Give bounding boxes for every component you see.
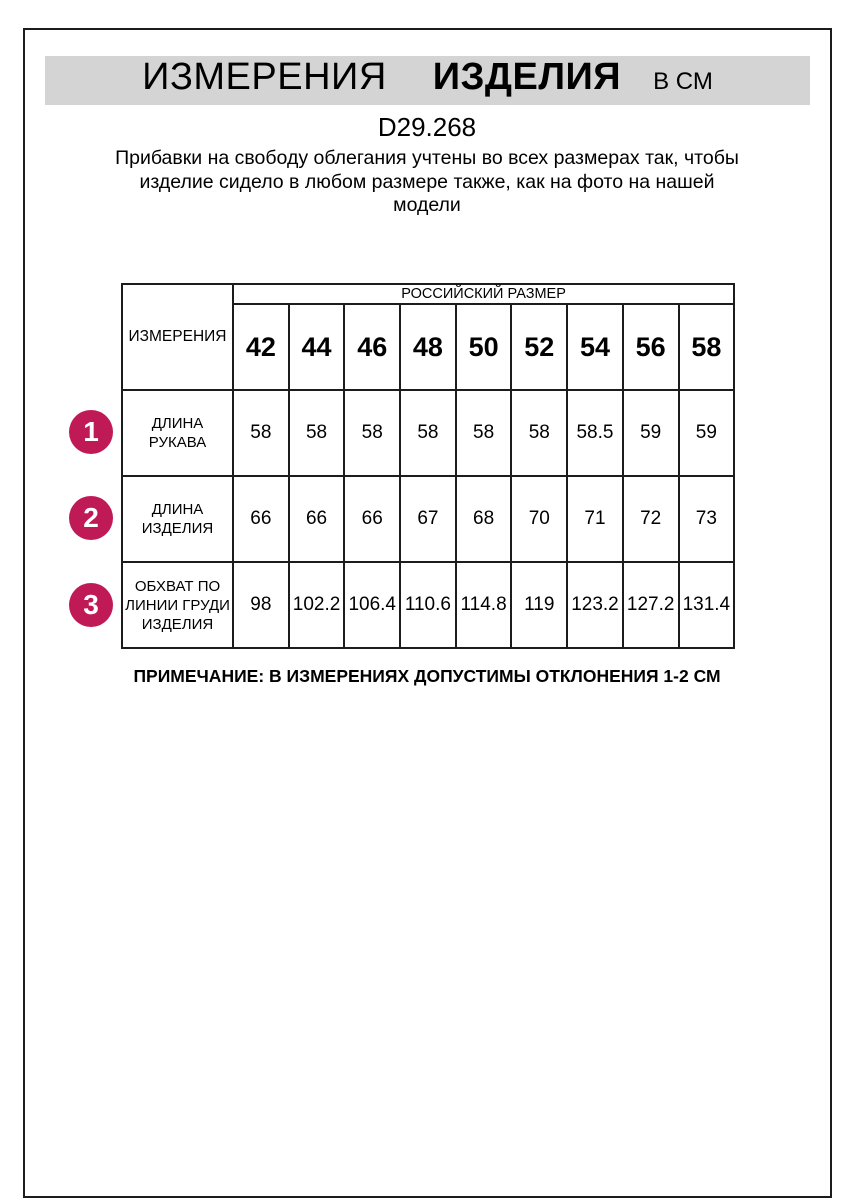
size-header-cell: 44 bbox=[289, 304, 345, 390]
measurement-value: 58 bbox=[400, 390, 456, 476]
row-number-badge-1: 1 bbox=[69, 410, 113, 454]
row-number-badge-3: 3 bbox=[69, 583, 113, 627]
measurement-value: 66 bbox=[289, 476, 345, 562]
measurement-value: 110.6 bbox=[400, 562, 456, 648]
fit-description bbox=[0, 147, 854, 218]
measurement-value: 59 bbox=[679, 390, 735, 476]
row-number-badge-2: 2 bbox=[69, 496, 113, 540]
measurement-value: 127.2 bbox=[623, 562, 679, 648]
measurement-value: 58 bbox=[511, 390, 567, 476]
measurement-label: ДЛИНА ИЗДЕЛИЯ bbox=[122, 476, 233, 562]
table-body bbox=[122, 390, 734, 648]
measurement-value: 58.5 bbox=[567, 390, 623, 476]
measurement-value: 119 bbox=[511, 562, 567, 648]
russian-size-header: РОССИЙСКИЙ РАЗМЕР bbox=[233, 284, 734, 304]
size-header-cell: 54 bbox=[567, 304, 623, 390]
measurement-row bbox=[122, 562, 734, 648]
measurement-value: 72 bbox=[623, 476, 679, 562]
measurement-value: 58 bbox=[344, 390, 400, 476]
measurement-value: 114.8 bbox=[456, 562, 512, 648]
fit-description-line: изделие сидело в любом размере также, как на фото на нашей bbox=[139, 170, 715, 193]
measurement-value: 58 bbox=[456, 390, 512, 476]
product-code: D29.268 bbox=[377, 112, 477, 142]
title-product: ИЗДЕЛИЯ bbox=[432, 56, 622, 98]
size-header-cell: 58 bbox=[679, 304, 735, 390]
size-header-cell: 56 bbox=[623, 304, 679, 390]
size-group-row bbox=[122, 284, 734, 304]
measurement-value: 66 bbox=[233, 476, 289, 562]
measurement-label: ДЛИНА РУКАВА bbox=[122, 390, 233, 476]
title-measurements: ИЗМЕРЕНИЯ bbox=[142, 56, 387, 98]
measurement-value: 102.2 bbox=[289, 562, 345, 648]
measurement-value: 67 bbox=[400, 476, 456, 562]
title-banner bbox=[45, 56, 810, 105]
fit-description-line: модели bbox=[393, 194, 461, 216]
size-header-cell: 52 bbox=[511, 304, 567, 390]
size-header-cell: 48 bbox=[400, 304, 456, 390]
measurement-value: 131.4 bbox=[679, 562, 735, 648]
measurement-value: 59 bbox=[623, 390, 679, 476]
measurement-value: 106.4 bbox=[344, 562, 400, 648]
measurements-column-header: ИЗМЕРЕНИЯ bbox=[122, 284, 233, 390]
measurement-label: ОБХВАТ ПО ЛИНИИ ГРУДИ ИЗДЕЛИЯ bbox=[122, 562, 233, 648]
measurement-value: 98 bbox=[233, 562, 289, 648]
size-header-cell: 46 bbox=[344, 304, 400, 390]
measurement-value: 58 bbox=[233, 390, 289, 476]
measurement-value: 73 bbox=[679, 476, 735, 562]
measurement-value: 58 bbox=[289, 390, 345, 476]
size-header-cell: 42 bbox=[233, 304, 289, 390]
measurement-value: 68 bbox=[456, 476, 512, 562]
measurement-value: 71 bbox=[567, 476, 623, 562]
fit-description-line: Прибавки на свободу облегания учтены во всех размерах так, чтобы bbox=[115, 147, 739, 169]
measurement-value: 66 bbox=[344, 476, 400, 562]
size-table bbox=[121, 283, 735, 649]
measurement-value: 123.2 bbox=[567, 562, 623, 648]
size-header-cell: 50 bbox=[456, 304, 512, 390]
measurement-value: 70 bbox=[511, 476, 567, 562]
tolerance-note: ПРИМЕЧАНИЕ: В ИЗМЕРЕНИЯХ ДОПУСТИМЫ ОТКЛОНЕНИЯ 1-2 СМ bbox=[133, 666, 721, 686]
measurement-row bbox=[122, 476, 734, 562]
title-units: В СМ bbox=[653, 68, 713, 95]
measurement-row bbox=[122, 390, 734, 476]
